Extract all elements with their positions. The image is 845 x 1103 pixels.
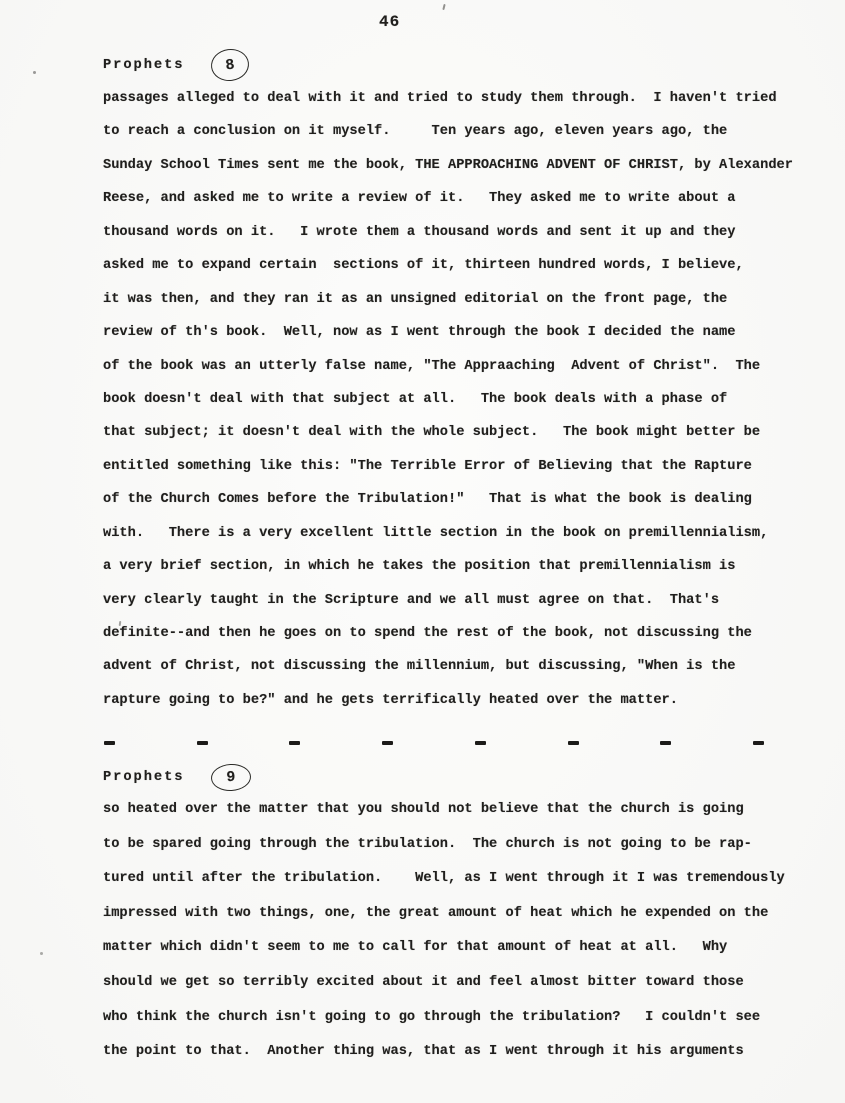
text-line: to reach a conclusion on it myself. Ten years ago, eleven years ago, the [103, 124, 728, 140]
section-body-prophets-8 [103, 82, 823, 717]
scan-speck [33, 71, 36, 74]
section-heading-label: Prophets [103, 57, 185, 73]
divider-dash [104, 741, 115, 745]
text-line: advent of Christ, not discussing the millennium, but discussing, "When is the [103, 659, 736, 675]
divider-dash [568, 741, 579, 745]
text-line: passages alleged to deal with it and tried to study them through. I haven't tried [103, 91, 777, 106]
section-heading-prophets-9 [103, 760, 251, 794]
text-line: tured until after the tribulation. Well, as I went through it I was tremendously [103, 871, 785, 887]
text-line: entitled something like this: "The Terrible Error of Believing that the Rapture [103, 458, 752, 474]
divider-dash [753, 741, 764, 745]
text-line: the point to that. Another thing was, that as I went through it his arguments [103, 1044, 744, 1060]
text-line: Sunday School Times sent me the book, THE APPROACHING ADVENT OF CHRIST, by Alexander [103, 157, 793, 173]
text-line: rapture going to be?" and he gets terrifically heated over the matter. [103, 692, 678, 708]
text-line: Reese, and asked me to write a review of it. They asked me to write about a [103, 191, 736, 207]
text-line: definite--and then he goes on to spend the rest of the book, not discussing the [103, 626, 752, 641]
scan-speck [40, 952, 43, 955]
page-number: 46 [379, 13, 401, 31]
section-heading-label: Prophets [103, 769, 185, 785]
circled-section-number [210, 47, 252, 83]
text-line: impressed with two things, one, the great amount of heat which he expended on the [103, 905, 769, 921]
text-line: so heated over the matter that you should not believe that the church is going [103, 802, 744, 817]
divider-dash [660, 741, 671, 745]
text-line: book doesn't deal with that subject at all. The book deals with a phase of [103, 391, 728, 407]
text-line: review of th's book. Well, now as I went through the book I decided the name [103, 325, 736, 341]
circled-section-number [211, 762, 252, 791]
text-line: who think the church isn't going to go through the tribulation? I couldn't see [103, 1009, 761, 1025]
divider-dash [289, 741, 300, 745]
divider-dash [382, 741, 393, 745]
section-number: 9 [226, 768, 237, 786]
section-body-prophets-9 [103, 793, 823, 1070]
text-line: to be spared going through the tribulation. The church is not going to be rap- [103, 836, 752, 852]
divider-dash [475, 741, 486, 745]
text-line: very clearly taught in the Scripture and we all must agree on that. That's [103, 592, 720, 608]
section-number: 8 [224, 56, 236, 74]
text-line: a very brief section, in which he takes the position that premillennialism is [103, 559, 736, 575]
text-line: with. There is a very excellent little section in the book on premillennialism, [103, 525, 769, 541]
divider-dash [197, 741, 208, 745]
scan-speck [442, 4, 445, 10]
text-line: should we get so terribly excited about it and feel almost bitter toward those [103, 974, 744, 990]
section-heading-prophets-8 [103, 48, 249, 82]
section-divider [104, 740, 764, 746]
text-line: asked me to expand certain sections of it, thirteen hundred words, I believe, [103, 258, 744, 274]
text-line: of the book was an utterly false name, "The Appraaching Advent of Christ". The [103, 358, 761, 374]
text-line: matter which didn't seem to me to call for that amount of heat at all. Why [103, 940, 728, 956]
text-line: that subject; it doesn't deal with the whole subject. The book might better be [103, 425, 761, 441]
text-line: of the Church Comes before the Tribulation!" That is what the book is dealing [103, 492, 752, 508]
text-line: it was then, and they ran it as an unsigned editorial on the front page, the [103, 291, 728, 307]
text-line: thousand words on it. I wrote them a thousand words and sent it up and they [103, 224, 736, 240]
